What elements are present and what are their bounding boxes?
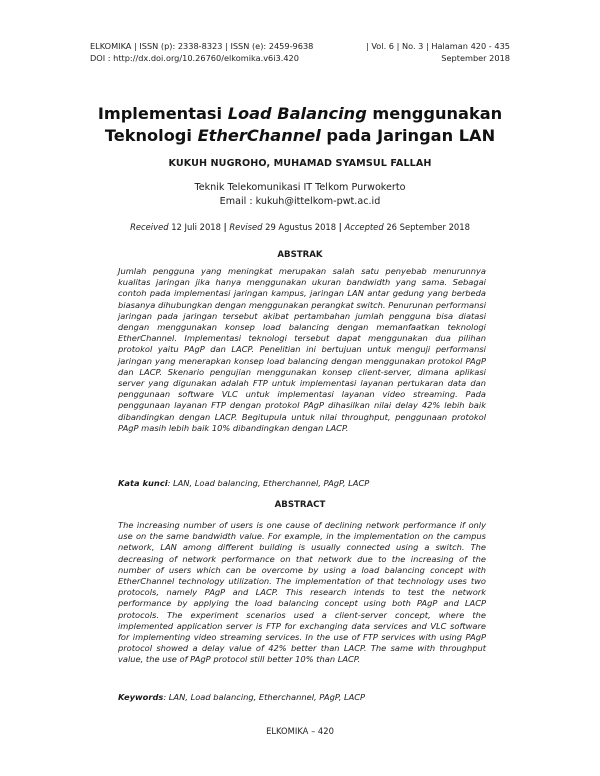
keywords: Keywords: LAN, Load balancing, Etherchannel, PAgP, LACP [118, 692, 366, 702]
abstrak-body: Jumlah pengguna yang meningkat merupakan salah satu penyebab menurunnya kualitas jaringan jika hanya menggunakan ukuran bandwidth yang sama. Sebagai contoh pada implementasi jaringan kampus, jaringan LAN antar gedung yang berbeda biasanya dihubungkan dengan menggunakan perangkat switch. Penurunan performansi jaringan pada jaringan tersebut akibat pertambahan jumlah pengguna bisa diatasi dengan menggunakan konsep load balancing dengan memanfaatkan teknologi EtherChannel. Implementasi teknologi tersebut dapat menggunakan dua pilihan protokol yaitu PAgP dan LACP. Penelitian ini bertujuan untuk menguji performansi jaringan yang menerapkan konsep load balancing dengan menggunakan protokol PAgP dan LACP. Skenario pengujian menggunakan konsep client-server, dimana aplikasi server yang digunakan adalah FTP untuk implementasi layanan pertukaran data dan penggunaan software VLC untuk implementasi layanan video streaming. Pada penggunaan layanan FTP dengan protokol PAgP dihasilkan nilai delay 42% lebih baik dibandingkan dengan LACP. Begitupula untuk nilai throughput, penggunaan protokol PAgP masih lebih baik 10% dibandingkan dengan LACP. [118, 266, 486, 433]
paper-title: Implementasi Load Balancing menggunakan Teknologi EtherChannel pada Jaringan LAN [97, 104, 503, 145]
author-email: Email : kukuh@ittelkom-pwt.ac.id [219, 196, 381, 207]
journal-issn-line: ELKOMIKA | ISSN (p): 2338-8323 | ISSN (e): 2459-9638 [90, 41, 314, 51]
author-names: KUKUH NUGROHO, MUHAMAD SYAMSUL FALLAH [168, 158, 432, 169]
institution: Teknik Telekomunikasi IT Telkom Purwokerto [194, 182, 406, 193]
abstrak-heading: ABSTRAK [277, 250, 323, 260]
doi-line: DOI : http://dx.doi.org/10.26760/elkomika.v6i3.420 [90, 53, 299, 63]
volume-line: | Vol. 6 | No. 3 | Halaman 420 - 435 [365, 41, 510, 51]
issue-date: September 2018 [441, 53, 510, 63]
kata-kunci: Kata kunci: LAN, Load balancing, Etherchannel, PAgP, LACP [118, 478, 370, 488]
affiliation [60, 181, 540, 209]
journal-header-left [90, 40, 313, 64]
page-footer: ELKOMIKA – 420 [266, 726, 334, 736]
abstract-body: The increasing number of users is one cause of declining network performance if only use on the same bandwidth value. For example, in the implementation on the campus network, LAN among different building is usually connected using a switch. The decreasing of network performance on that network due to the increasing of the number of users which can be overcome by using a load balancing concept with EtherChannel technology utilization. The implementation of that technology uses two protocols, namely PAgP and LACP. This research intends to test the network performance by applying the load balancing concept using both PAgP and LACP protocols. The experiment scenarios used a client-server concept, where the implemented application server is FTP for exchanging data services and VLC software for implementing video streaming services. In the use of FTP services with using PAgP protocol showed a delay value of 42% better than LACP. The same with throughput value, the use of PAgP protocol still better 10% than LACP. [118, 520, 486, 665]
abstract-heading: ABSTRACT [274, 500, 326, 510]
journal-header-right [360, 40, 510, 64]
submission-dates: Received 12 Juli 2018 | Revised 29 Agustus 2018 | Accepted 26 September 2018 [130, 222, 470, 232]
